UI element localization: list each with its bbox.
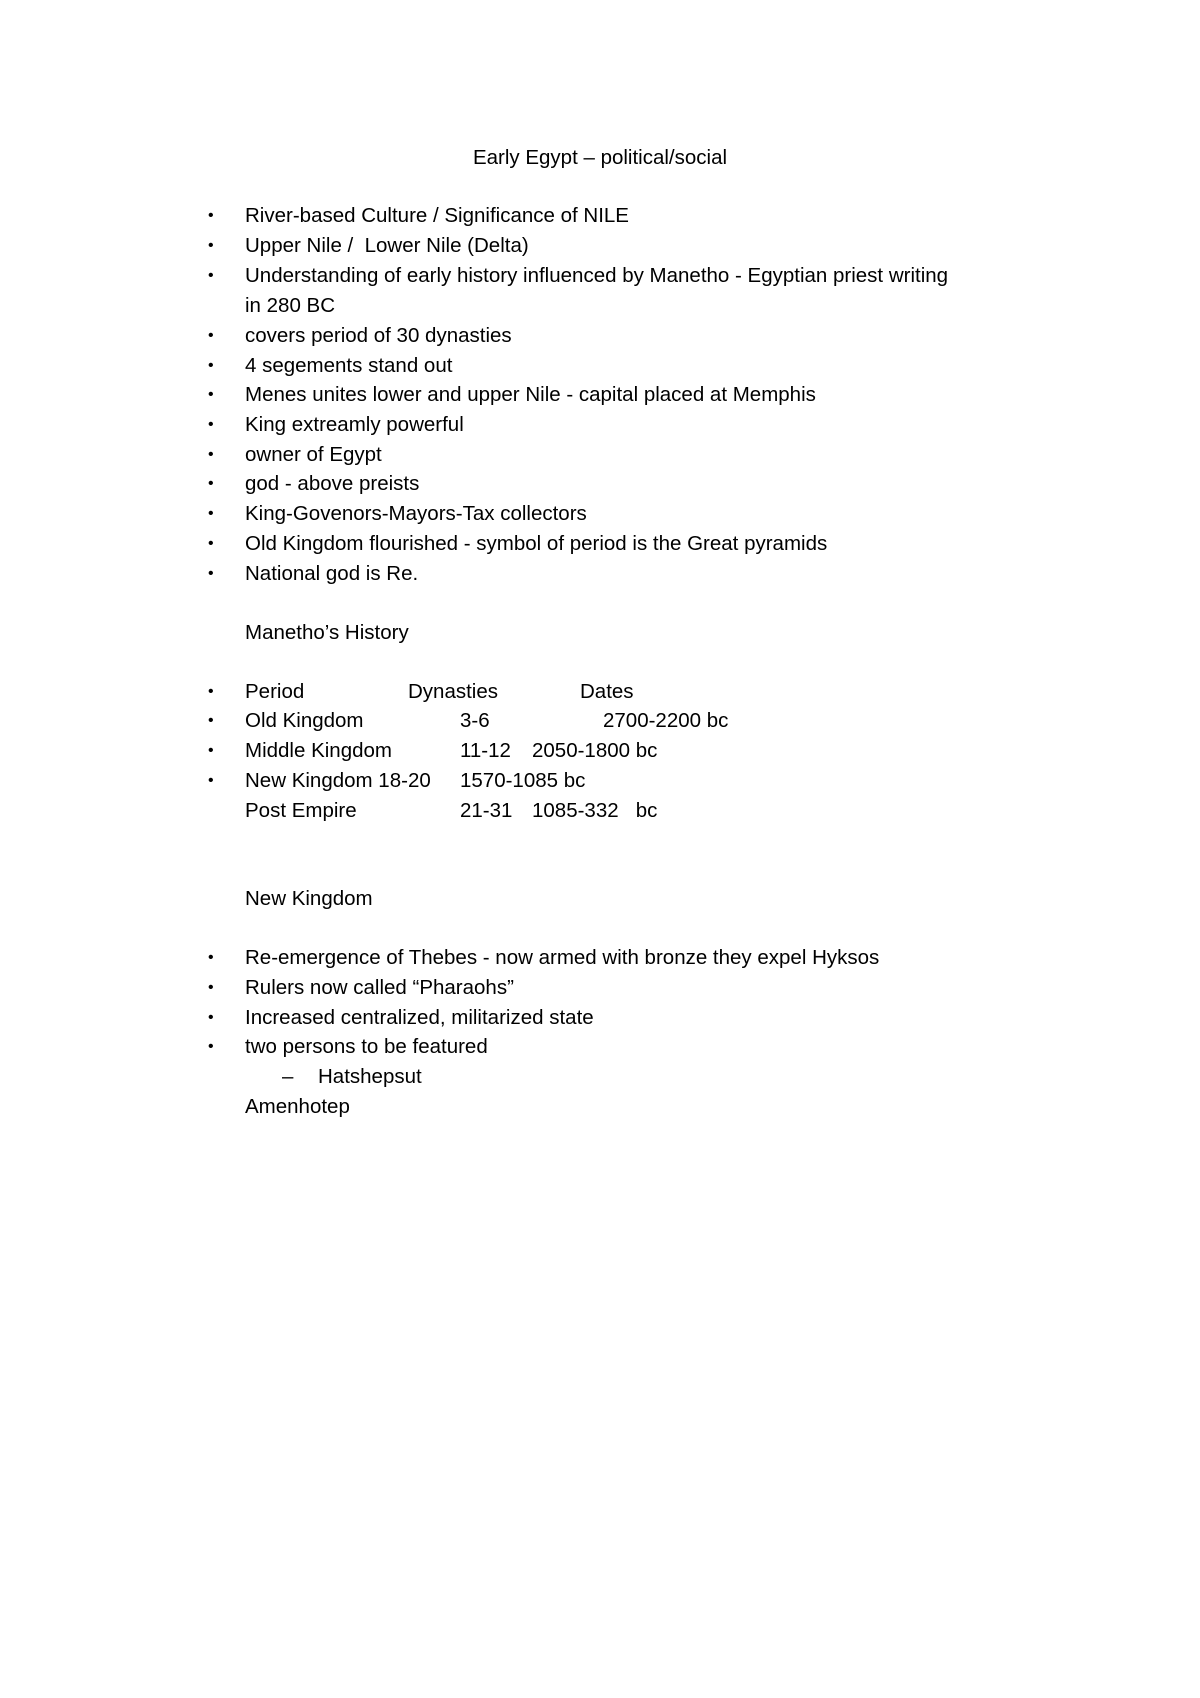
bullet-icon: • (208, 357, 214, 374)
list-item: Old Kingdom flourished - symbol of period is the Great pyramids (245, 532, 828, 555)
table-header-dynasties: Dynasties (408, 680, 499, 703)
table-cell: 11-12 (460, 739, 511, 762)
list-item: Re-emergence of Thebes - now armed with bronze they expel Hyksos (245, 946, 880, 969)
bullet-icon: • (208, 979, 214, 996)
list-item: Understanding of early history influenced by Manetho - Egyptian priest writing (245, 264, 949, 287)
table-header-dates: Dates (580, 680, 634, 703)
dash-icon: – (282, 1065, 294, 1088)
trailing-line: Amenhotep (245, 1095, 350, 1118)
table-cell: 2050-1800 bc (532, 739, 658, 762)
bullet-icon: • (208, 712, 214, 729)
bullet-icon: • (208, 565, 214, 582)
list-item: owner of Egypt (245, 443, 382, 466)
list-item: Rulers now called “Pharaohs” (245, 976, 514, 999)
table-cell: 2700-2200 bc (603, 709, 729, 732)
section-heading-new-kingdom: New Kingdom (245, 887, 373, 910)
bullet-icon: • (208, 237, 214, 254)
bullet-icon: • (208, 267, 214, 284)
bullet-icon: • (208, 207, 214, 224)
table-cell: New Kingdom 18-20 (245, 769, 431, 792)
list-item-continuation: in 280 BC (245, 294, 336, 317)
table-cell: Post Empire (245, 799, 357, 822)
list-item: King-Govenors-Mayors-Tax collectors (245, 502, 587, 525)
list-item: River-based Culture / Significance of NILE (245, 204, 629, 227)
bullet-icon: • (208, 742, 214, 759)
bullet-icon: • (208, 1038, 214, 1055)
table-cell: 1570-1085 bc (460, 769, 586, 792)
bullet-icon: • (208, 475, 214, 492)
table-cell: 3-6 (460, 709, 490, 732)
section-heading-manetho: Manetho’s History (245, 621, 409, 644)
list-item: two persons to be featured (245, 1035, 488, 1058)
list-item: King extreamly powerful (245, 413, 464, 436)
list-item: Increased centralized, militarized state (245, 1006, 594, 1029)
bullet-icon: • (208, 535, 214, 552)
bullet-icon: • (208, 327, 214, 344)
list-item: National god is Re. (245, 562, 419, 585)
list-item: 4 segements stand out (245, 354, 453, 377)
list-item: covers period of 30 dynasties (245, 324, 512, 347)
bullet-icon: • (208, 1009, 214, 1026)
list-item: god - above preists (245, 472, 420, 495)
bullet-icon: • (208, 683, 214, 700)
list-item: Upper Nile / Lower Nile (Delta) (245, 234, 529, 257)
list-item: Menes unites lower and upper Nile - capital placed at Memphis (245, 383, 816, 406)
bullet-icon: • (208, 446, 214, 463)
bullet-icon: • (208, 949, 214, 966)
table-cell: Middle Kingdom (245, 739, 392, 762)
bullet-icon: • (208, 386, 214, 403)
table-header-period: Period (245, 680, 305, 703)
bullet-icon: • (208, 772, 214, 789)
page-title: Early Egypt – political/social (472, 146, 728, 169)
table-cell: 21-31 (460, 799, 513, 822)
bullet-icon: • (208, 416, 214, 433)
table-cell: Old Kingdom (245, 709, 364, 732)
sub-list-item: Hatshepsut (318, 1065, 422, 1088)
table-cell: 1085-332 bc (532, 799, 658, 822)
bullet-icon: • (208, 505, 214, 522)
